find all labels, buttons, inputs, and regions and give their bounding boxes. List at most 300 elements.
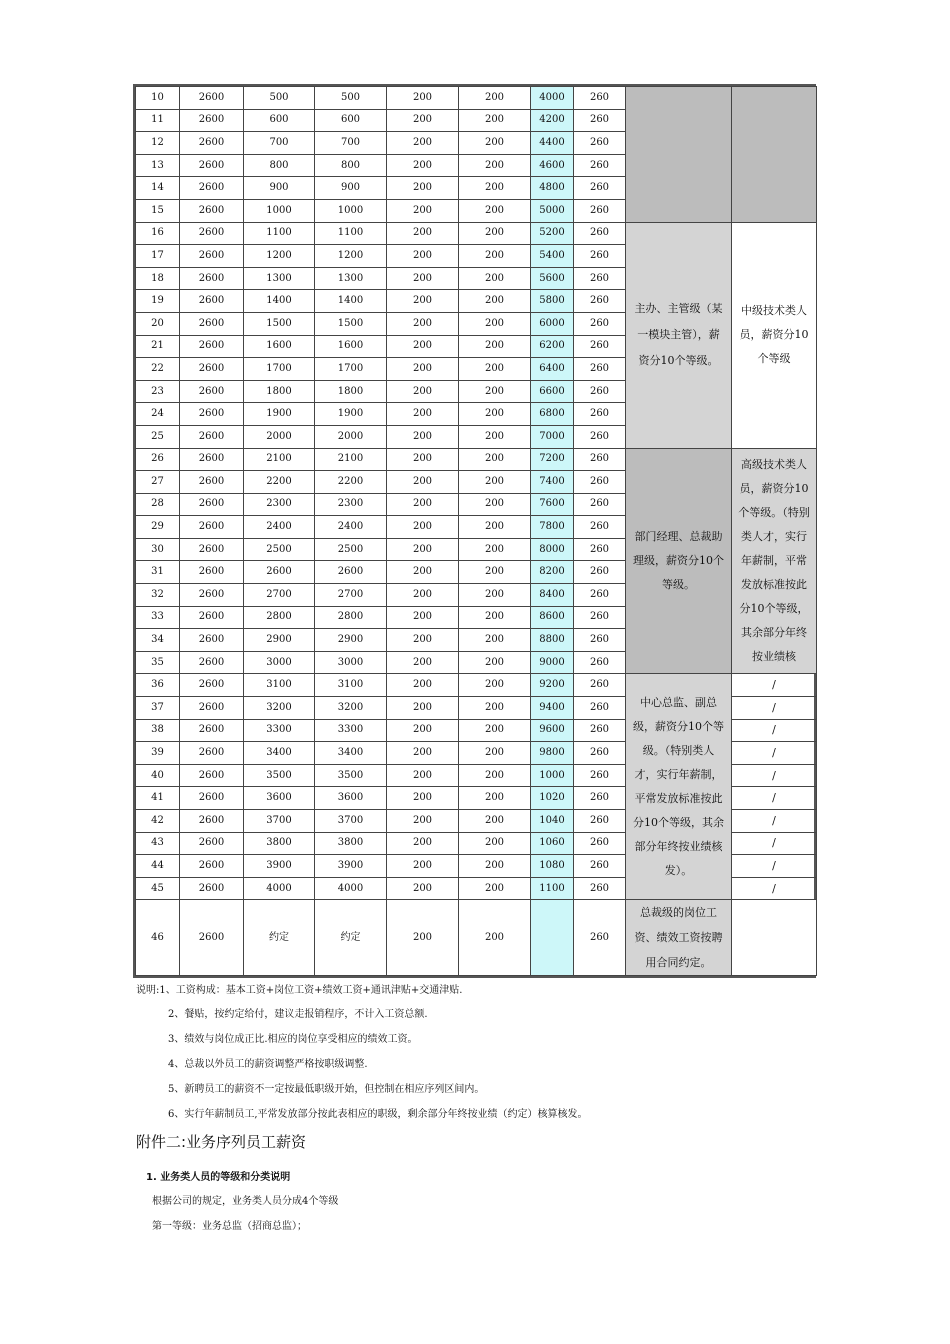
table-cell: 500	[244, 87, 315, 110]
table-cell: 27	[136, 471, 180, 494]
table-row	[136, 674, 817, 697]
table-cell: 5600	[531, 267, 574, 290]
table-cell: 3700	[244, 810, 315, 833]
table-cell: 2100	[315, 448, 387, 471]
table-cell: 25	[136, 425, 180, 448]
table-cell: 2600	[180, 538, 244, 561]
table-cell: 200	[387, 290, 459, 313]
table-cell: 2600	[180, 177, 244, 200]
table-cell: 1000	[244, 199, 315, 222]
slash-cell: /	[732, 787, 817, 810]
table-cell: 20	[136, 312, 180, 335]
table-cell: 4200	[531, 109, 574, 132]
table-cell: 2600	[180, 516, 244, 539]
table-row	[136, 900, 817, 976]
table-cell: 3900	[244, 855, 315, 878]
table-cell: 260	[574, 87, 626, 110]
table-cell: 200	[459, 629, 531, 652]
table-cell: 1200	[315, 245, 387, 268]
table-cell: 900	[244, 177, 315, 200]
table-cell: 200	[387, 267, 459, 290]
table-cell: 38	[136, 719, 180, 742]
table-cell: 5000	[531, 199, 574, 222]
table-cell: 200	[459, 674, 531, 697]
tech-grade-description: 中级技术类人员，薪资分10个等级	[732, 222, 817, 448]
table-cell: 21	[136, 335, 180, 358]
table-cell: 200	[459, 538, 531, 561]
table-cell: 2600	[180, 154, 244, 177]
table-cell: 33	[136, 606, 180, 629]
table-cell: 1060	[531, 832, 574, 855]
table-cell: 260	[574, 697, 626, 720]
table-cell: 200	[459, 154, 531, 177]
table-cell: 260	[574, 561, 626, 584]
table-cell: 200	[387, 606, 459, 629]
table-cell: 200	[459, 267, 531, 290]
table-cell: 260	[574, 855, 626, 878]
table-cell: 200	[387, 697, 459, 720]
table-cell: 6200	[531, 335, 574, 358]
table-cell: 260	[574, 516, 626, 539]
table-cell: 200	[459, 425, 531, 448]
table-cell: 200	[459, 199, 531, 222]
table-cell: 2000	[244, 425, 315, 448]
table-cell: 44	[136, 855, 180, 878]
table-cell: 260	[574, 177, 626, 200]
table-cell: 2100	[244, 448, 315, 471]
table-cell: 2600	[180, 561, 244, 584]
table-cell: 200	[459, 742, 531, 765]
table-cell: 260	[574, 674, 626, 697]
table-cell: 800	[244, 154, 315, 177]
table-cell: 200	[459, 245, 531, 268]
table-cell: 4800	[531, 177, 574, 200]
table-cell: 260	[574, 742, 626, 765]
table-cell: 260	[574, 425, 626, 448]
table-cell: 2600	[180, 222, 244, 245]
table-cell: 约定	[244, 900, 315, 976]
slash-cell: /	[732, 810, 817, 833]
table-cell: 1900	[244, 403, 315, 426]
slash-cell: /	[732, 764, 817, 787]
table-cell: 2600	[180, 810, 244, 833]
table-cell: 2500	[315, 538, 387, 561]
slash-cell: /	[732, 877, 817, 900]
salary-table-body	[136, 87, 817, 976]
table-cell: 2300	[315, 493, 387, 516]
tech-grade-description	[732, 87, 817, 223]
table-cell: 2000	[315, 425, 387, 448]
table-cell: 200	[387, 245, 459, 268]
table-cell: 200	[387, 651, 459, 674]
table-cell: 200	[387, 832, 459, 855]
table-cell: 3300	[244, 719, 315, 742]
table-cell: 200	[387, 764, 459, 787]
table-cell: 2600	[180, 674, 244, 697]
table-cell: 200	[387, 810, 459, 833]
table-cell: 260	[574, 199, 626, 222]
table-cell: 3300	[315, 719, 387, 742]
table-cell: 39	[136, 742, 180, 765]
table-cell: 2600	[180, 199, 244, 222]
note-1: 说明:1、工资构成：基本工资+岗位工资+绩效工资+通讯津贴+交通津贴.	[136, 985, 463, 996]
table-cell: 200	[387, 154, 459, 177]
table-cell: 1800	[315, 380, 387, 403]
table-cell: 260	[574, 651, 626, 674]
table-cell: 3100	[244, 674, 315, 697]
table-cell: 2600	[180, 584, 244, 607]
table-cell: 3000	[244, 651, 315, 674]
table-cell: 2600	[315, 561, 387, 584]
table-cell: 200	[459, 810, 531, 833]
table-cell: 200	[387, 787, 459, 810]
table-cell: 40	[136, 764, 180, 787]
table-cell: 7400	[531, 471, 574, 494]
table-cell: 200	[387, 109, 459, 132]
table-cell: 200	[459, 109, 531, 132]
table-cell: 200	[459, 493, 531, 516]
table-cell: 8000	[531, 538, 574, 561]
table-cell: 4400	[531, 132, 574, 155]
table-cell: 200	[387, 538, 459, 561]
table-cell: 200	[459, 561, 531, 584]
table-cell: 200	[387, 132, 459, 155]
table-row	[136, 87, 817, 110]
slash-cell: /	[732, 742, 817, 765]
table-cell: 2500	[244, 538, 315, 561]
table-cell: 200	[387, 471, 459, 494]
table-cell: 5800	[531, 290, 574, 313]
grade-description: 主办、主管级（某一模块主管），薪资分10个等级。	[626, 222, 732, 448]
table-cell: 3000	[315, 651, 387, 674]
table-cell: 8600	[531, 606, 574, 629]
table-cell: 2600	[180, 425, 244, 448]
table-cell: 16	[136, 222, 180, 245]
table-cell: 200	[387, 448, 459, 471]
table-cell: 260	[574, 290, 626, 313]
table-row	[136, 222, 817, 245]
table-cell: 2600	[180, 606, 244, 629]
table-cell: 200	[459, 719, 531, 742]
table-cell: 2600	[180, 312, 244, 335]
table-cell: 2700	[244, 584, 315, 607]
table-cell: 2600	[180, 245, 244, 268]
table-cell: 2900	[315, 629, 387, 652]
table-cell: 13	[136, 154, 180, 177]
table-cell: 200	[387, 742, 459, 765]
table-cell: 2600	[180, 448, 244, 471]
table-cell: 260	[574, 810, 626, 833]
table-cell: 2600	[180, 493, 244, 516]
table-cell: 600	[315, 109, 387, 132]
table-cell: 1200	[244, 245, 315, 268]
table-cell: 2600	[180, 403, 244, 426]
table-cell: 4000	[315, 877, 387, 900]
table-cell: 2400	[315, 516, 387, 539]
table-cell: 200	[459, 900, 531, 976]
table-cell: 4000	[244, 877, 315, 900]
slash-cell: /	[732, 855, 817, 878]
table-cell: 9400	[531, 697, 574, 720]
table-cell: 1700	[315, 358, 387, 381]
table-cell: 4600	[531, 154, 574, 177]
table-cell: 260	[574, 584, 626, 607]
table-cell: 2600	[180, 719, 244, 742]
table-cell: 200	[387, 493, 459, 516]
note-4: 4、总裁以外员工的薪资调整严格按职级调整.	[168, 1059, 368, 1070]
table-cell: 200	[387, 403, 459, 426]
table-cell: 1600	[244, 335, 315, 358]
table-cell: 2600	[180, 697, 244, 720]
table-cell: 200	[459, 290, 531, 313]
table-cell: 800	[315, 154, 387, 177]
table-cell: 200	[459, 312, 531, 335]
table-cell: 200	[459, 855, 531, 878]
table-cell: 2600	[180, 787, 244, 810]
table-cell: 2600	[180, 380, 244, 403]
table-cell: 24	[136, 403, 180, 426]
table-cell: 260	[574, 787, 626, 810]
table-cell: 200	[459, 177, 531, 200]
table-cell: 260	[574, 154, 626, 177]
table-cell: 3400	[315, 742, 387, 765]
table-cell: 2600	[180, 87, 244, 110]
table-cell: 29	[136, 516, 180, 539]
table-cell: 12	[136, 132, 180, 155]
table-cell: 200	[459, 380, 531, 403]
table-cell: 23	[136, 380, 180, 403]
table-cell: 30	[136, 538, 180, 561]
table-cell: 1500	[315, 312, 387, 335]
table-cell: 1800	[244, 380, 315, 403]
table-cell: 1080	[531, 855, 574, 878]
note-5: 5、新聘员工的薪资不一定按最低职级开始，但控制在相应序列区间内。	[168, 1084, 485, 1095]
table-cell: 2600	[180, 358, 244, 381]
table-cell: 260	[574, 335, 626, 358]
appendix-title: 附件二:业务序列员工薪资	[136, 1133, 307, 1151]
table-cell: 200	[387, 877, 459, 900]
table-cell: 200	[459, 877, 531, 900]
table-cell: 2600	[180, 651, 244, 674]
table-cell: 2600	[180, 109, 244, 132]
table-cell: 260	[574, 719, 626, 742]
table-cell: 2200	[244, 471, 315, 494]
table-cell: 3700	[315, 810, 387, 833]
table-cell: 1400	[244, 290, 315, 313]
table-cell: 2300	[244, 493, 315, 516]
table-cell: 260	[574, 629, 626, 652]
table-cell: 260	[574, 764, 626, 787]
table-cell: 7800	[531, 516, 574, 539]
table-cell: 2600	[180, 900, 244, 976]
table-cell: 1900	[315, 403, 387, 426]
table-cell: 1300	[244, 267, 315, 290]
paragraph-1: 根据公司的规定，业务类人员分成4个等级	[152, 1196, 339, 1207]
table-cell: 2600	[180, 290, 244, 313]
table-cell: 260	[574, 877, 626, 900]
table-cell: 43	[136, 832, 180, 855]
table-cell: 4000	[531, 87, 574, 110]
table-cell: 200	[459, 651, 531, 674]
table-cell: 260	[574, 403, 626, 426]
table-cell: 200	[387, 87, 459, 110]
table-cell: 200	[459, 132, 531, 155]
table-cell: 11	[136, 109, 180, 132]
table-cell: 200	[387, 900, 459, 976]
table-cell: 3600	[315, 787, 387, 810]
table-cell: 9200	[531, 674, 574, 697]
table-cell: 2900	[244, 629, 315, 652]
table-cell: 700	[244, 132, 315, 155]
table-cell: 260	[574, 358, 626, 381]
table-cell: 200	[459, 87, 531, 110]
table-cell: 2600	[180, 877, 244, 900]
grade-description: 中心总监、副总级，薪资分10个等级。（特别类人才，实行年薪制，平常发放标准按此分10个等级，其余部分年终按业绩核发）。	[626, 674, 732, 900]
table-cell: 3200	[244, 697, 315, 720]
table-cell: 19	[136, 290, 180, 313]
table-cell: 3800	[244, 832, 315, 855]
table-cell: 200	[387, 629, 459, 652]
table-cell: 5400	[531, 245, 574, 268]
table-cell: 1000	[315, 199, 387, 222]
table-cell: 200	[387, 674, 459, 697]
table-cell: 22	[136, 358, 180, 381]
table-cell: 14	[136, 177, 180, 200]
tech-grade-description: 高级技术类人员，薪资分10个等级。（特别类人才，实行年薪制，平常发放标准按此分10个等级，其余部分年终按业绩核	[732, 448, 817, 674]
grade-description: 总裁级的岗位工资、绩效工资按聘用合同约定。	[626, 900, 732, 976]
note-2: 2、餐贴，按约定给付，建议走报销程序，不计入工资总额.	[168, 1009, 428, 1020]
table-cell: 1000	[531, 764, 574, 787]
table-cell: 260	[574, 267, 626, 290]
table-cell: 260	[574, 448, 626, 471]
table-cell: 200	[459, 403, 531, 426]
table-cell: 3600	[244, 787, 315, 810]
table-cell: 28	[136, 493, 180, 516]
table-cell: 5200	[531, 222, 574, 245]
table-cell: 260	[574, 222, 626, 245]
table-cell: 3200	[315, 697, 387, 720]
table-cell: 8200	[531, 561, 574, 584]
slash-cell: /	[732, 719, 817, 742]
table-cell: 200	[459, 697, 531, 720]
table-cell: 2600	[180, 764, 244, 787]
slash-cell: /	[732, 832, 817, 855]
table-cell: 35	[136, 651, 180, 674]
table-cell: 3400	[244, 742, 315, 765]
table-cell: 17	[136, 245, 180, 268]
table-cell: 200	[459, 764, 531, 787]
table-cell: 200	[387, 177, 459, 200]
table-cell: 200	[459, 448, 531, 471]
table-cell: 260	[574, 109, 626, 132]
table-cell: 1700	[244, 358, 315, 381]
table-cell: 200	[459, 606, 531, 629]
table-cell: 3500	[244, 764, 315, 787]
table-cell: 45	[136, 877, 180, 900]
tech-grade-description	[732, 900, 817, 976]
table-cell: 500	[315, 87, 387, 110]
table-cell: 200	[459, 335, 531, 358]
table-cell: 200	[459, 471, 531, 494]
grade-description	[626, 87, 732, 223]
table-cell: 6000	[531, 312, 574, 335]
table-cell: 200	[387, 425, 459, 448]
table-cell: 18	[136, 267, 180, 290]
table-cell: 7000	[531, 425, 574, 448]
table-cell: 2800	[244, 606, 315, 629]
slash-cell: /	[732, 674, 817, 697]
table-cell: 9000	[531, 651, 574, 674]
table-cell: 260	[574, 493, 626, 516]
table-cell: 34	[136, 629, 180, 652]
table-cell: 260	[574, 312, 626, 335]
table-cell: 900	[315, 177, 387, 200]
table-cell: 2400	[244, 516, 315, 539]
table-cell: 6800	[531, 403, 574, 426]
table-cell: 200	[459, 832, 531, 855]
table-cell: 41	[136, 787, 180, 810]
table-cell: 7200	[531, 448, 574, 471]
table-cell: 200	[459, 516, 531, 539]
section-heading: 1. 业务类人员的等级和分类说明	[146, 1172, 291, 1183]
paragraph-2: 第一等级：业务总监（招商总监）；	[152, 1221, 307, 1232]
table-cell: 260	[574, 132, 626, 155]
table-cell: 200	[387, 312, 459, 335]
table-cell: 200	[459, 787, 531, 810]
table-cell: 2600	[180, 267, 244, 290]
table-cell: 1300	[315, 267, 387, 290]
table-cell: 2600	[180, 742, 244, 765]
table-cell: 26	[136, 448, 180, 471]
table-cell: 37	[136, 697, 180, 720]
table-cell: 2700	[315, 584, 387, 607]
table-cell: 260	[574, 538, 626, 561]
table-cell: 6400	[531, 358, 574, 381]
table-cell: 约定	[315, 900, 387, 976]
table-cell: 700	[315, 132, 387, 155]
table-cell: 2600	[180, 471, 244, 494]
table-row	[136, 448, 817, 471]
table-cell: 2200	[315, 471, 387, 494]
table-cell: 200	[387, 380, 459, 403]
table-cell	[531, 900, 574, 976]
table-cell: 1500	[244, 312, 315, 335]
table-cell: 2600	[180, 132, 244, 155]
table-cell: 10	[136, 87, 180, 110]
table-cell: 260	[574, 606, 626, 629]
table-cell: 32	[136, 584, 180, 607]
table-cell: 260	[574, 832, 626, 855]
table-cell: 31	[136, 561, 180, 584]
table-cell: 1040	[531, 810, 574, 833]
table-cell: 260	[574, 471, 626, 494]
table-cell: 9800	[531, 742, 574, 765]
table-cell: 6600	[531, 380, 574, 403]
table-cell: 9600	[531, 719, 574, 742]
table-cell: 200	[459, 358, 531, 381]
table-cell: 600	[244, 109, 315, 132]
table-cell: 42	[136, 810, 180, 833]
table-cell: 3800	[315, 832, 387, 855]
table-cell: 2800	[315, 606, 387, 629]
table-cell: 15	[136, 199, 180, 222]
table-cell: 7600	[531, 493, 574, 516]
table-cell: 200	[387, 358, 459, 381]
table-cell: 260	[574, 380, 626, 403]
table-cell: 1100	[244, 222, 315, 245]
table-cell: 2600	[180, 855, 244, 878]
table-cell: 200	[387, 855, 459, 878]
